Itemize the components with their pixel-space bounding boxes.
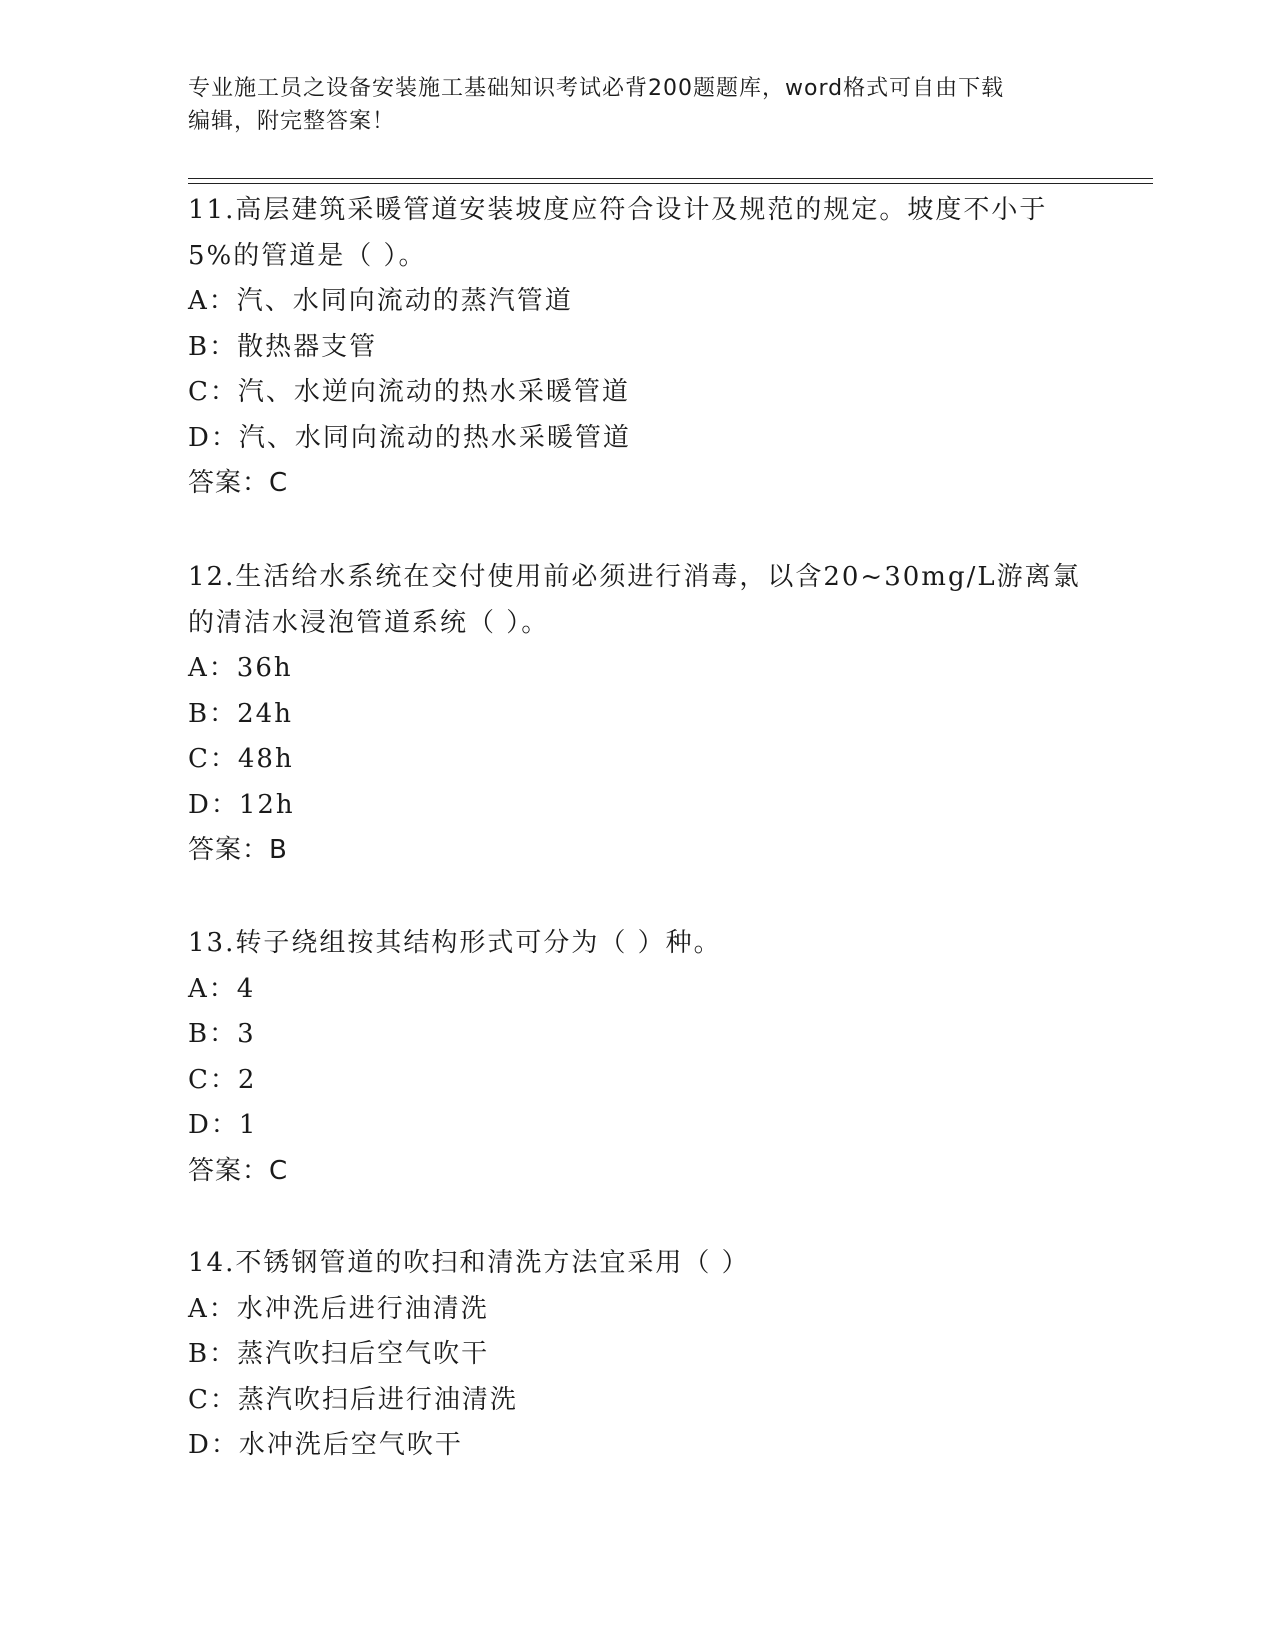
option-c: C：2 <box>188 1064 257 1095</box>
option-b: B：3 <box>188 1019 256 1049</box>
document-header <box>188 72 1088 138</box>
option-d: D：12h <box>188 789 295 820</box>
question-stem-line-1: 13.转子绕组按其结构形式可分为（ ）种。 <box>188 928 722 958</box>
option-a: A：水冲洗后进行油清洗 <box>188 1293 489 1324</box>
question-stem-line-1: 12.生活给水系统在交付使用前必须进行消毒，以含20~30mg/L游离氯 <box>188 562 1081 592</box>
option-c: C：48h <box>188 744 294 774</box>
header-title-line-1: 专业施工员之设备安装施工基础知识考试必背200题题库，word格式可自由下载 <box>188 76 1005 101</box>
option-c: C：蒸汽吹扫后进行油清洗 <box>188 1384 518 1415</box>
question-stem-line-1: 11.高层建筑采暖管道安装坡度应符合设计及规范的规定。坡度不小于 <box>188 195 1048 225</box>
option-d: D：1 <box>188 1110 258 1140</box>
question-12 <box>188 555 1088 874</box>
option-a: A：4 <box>188 973 256 1004</box>
question-14 <box>188 1241 1088 1469</box>
answer: 答案：C <box>188 468 289 498</box>
option-a: A：36h <box>188 653 293 683</box>
header-title-line-2: 编辑，附完整答案！ <box>188 109 396 134</box>
option-b: B：蒸汽吹扫后空气吹干 <box>188 1339 490 1369</box>
option-a: A：汽、水同向流动的蒸汽管道 <box>188 286 573 316</box>
header-divider-top <box>188 178 1153 179</box>
question-stem-line-1: 14.不锈钢管道的吹扫和清洗方法宜采用（ ） <box>188 1248 750 1278</box>
option-d: D：水冲洗后空气吹干 <box>188 1430 463 1460</box>
question-13 <box>188 921 1088 1194</box>
question-stem-line-2: 的清洁水浸泡管道系统（ ）。 <box>188 607 550 638</box>
answer: 答案：B <box>188 835 288 865</box>
question-stem-line-2: 5%的管道是（ ）。 <box>188 240 427 271</box>
option-b: B：24h <box>188 698 293 729</box>
option-c: C：汽、水逆向流动的热水采暖管道 <box>188 377 630 407</box>
answer: 答案：C <box>188 1155 289 1186</box>
question-11 <box>188 188 1088 507</box>
header-divider-bottom <box>188 183 1153 184</box>
option-d: D：汽、水同向流动的热水采暖管道 <box>188 422 631 453</box>
option-b: B：散热器支管 <box>188 331 378 362</box>
